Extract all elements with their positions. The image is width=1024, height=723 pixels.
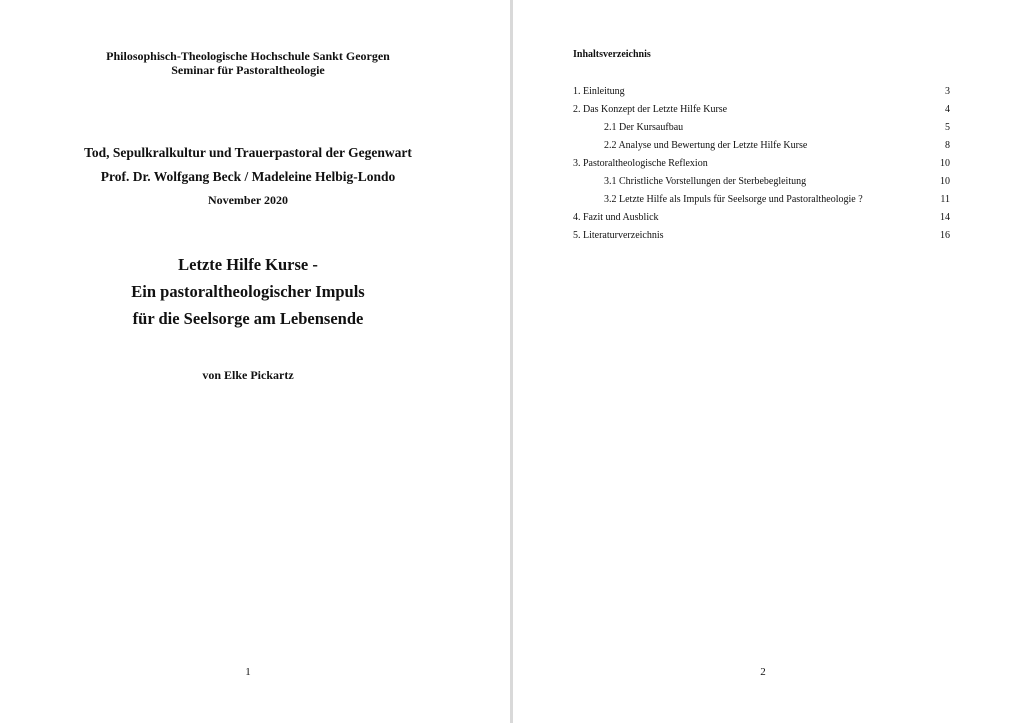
course-title: Tod, Sepulkralkultur und Trauerpastoral der Gegenwart [84, 145, 412, 160]
thesis-title-line-2: Ein pastoraltheologischer Impuls [131, 282, 365, 301]
toc-entry-label: 3.2 Letzte Hilfe als Impuls für Seelsorge und Pastoraltheologie ? [604, 194, 863, 205]
toc-entry-page: 3 [945, 86, 950, 97]
institution-name: Philosophisch-Theologische Hochschule Sankt Georgen [106, 49, 390, 63]
title-page [0, 0, 510, 723]
thesis-title-line-3: für die Seelsorge am Lebensende [132, 309, 364, 328]
toc-entry-page: 8 [945, 140, 950, 151]
toc-entry-label: 4. Fazit und Ausblick [573, 212, 659, 223]
toc-entry-page: 14 [940, 212, 950, 223]
toc-entry-page: 10 [940, 158, 950, 169]
toc-entry-label: 5. Literaturverzeichnis [573, 230, 664, 241]
toc-entry-label: 3. Pastoraltheologische Reflexion [573, 158, 708, 169]
course-instructors: Prof. Dr. Wolfgang Beck / Madeleine Helbig-Londo [100, 169, 396, 184]
thesis-title-line-1: Letzte Hilfe Kurse - [178, 255, 318, 274]
page-number: 1 [245, 666, 251, 678]
page-number: 2 [760, 666, 766, 678]
toc-entry-page: 16 [940, 230, 950, 241]
submission-date: November 2020 [207, 193, 289, 207]
seminar-name: Seminar für Pastoraltheologie [171, 63, 325, 77]
toc-entry-page: 4 [945, 104, 950, 115]
toc-entry-page: 11 [940, 194, 950, 205]
toc-entry-label: 3.1 Christliche Vorstellungen der Sterbebegleitung [604, 176, 807, 187]
toc-entry-label: 2.1 Der Kursaufbau [604, 122, 684, 133]
toc-heading: Inhaltsverzeichnis [573, 49, 651, 60]
author-line: von Elke Pickartz [202, 368, 294, 382]
toc-entry-label: 2. Das Konzept der Letzte Hilfe Kurse [573, 104, 728, 115]
toc-entry-label: 2.2 Analyse und Bewertung der Letzte Hilfe Kurse [604, 140, 808, 151]
toc-entry-label: 1. Einleitung [573, 86, 625, 97]
table-of-contents-page [513, 0, 1024, 723]
toc-entry-page: 10 [940, 176, 950, 187]
toc-entry-page: 5 [945, 122, 950, 133]
